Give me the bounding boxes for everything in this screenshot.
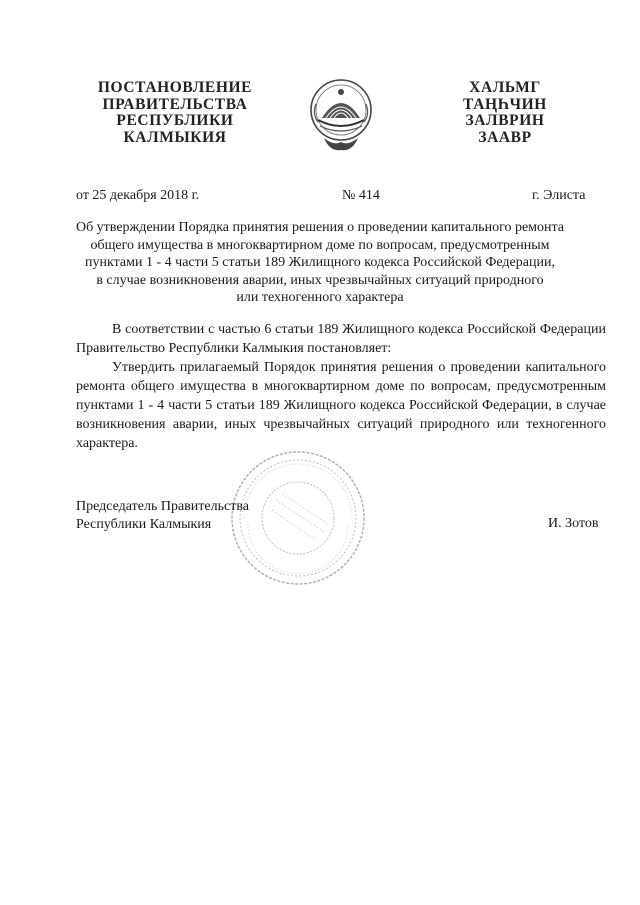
title-line: пунктами 1 - 4 части 5 статьи 189 Жилищного кодекса Российской Федерации,	[85, 255, 555, 270]
header-line: КАЛМЫКИЯ	[123, 128, 227, 146]
title-line: Об утверждении Порядка принятия решения о проведении капитального ремонта	[75, 220, 565, 235]
header-right-kalmyk	[430, 80, 580, 146]
coat-of-arms-icon	[308, 74, 374, 156]
signatory-name: И. Зотов	[548, 516, 599, 531]
document-number: № 414	[342, 188, 380, 203]
title-line: в случае возникновения аварии, иных чрезвычайных ситуаций природного	[96, 272, 544, 288]
document-body	[76, 320, 606, 453]
title-line: общего имущества в многоквартирном доме по вопросам, предусмотренным	[90, 237, 550, 253]
header-line: РЕСПУБЛИКИ	[116, 112, 234, 129]
header-left-ru	[80, 80, 270, 146]
official-stamp-icon	[228, 448, 368, 588]
header-line: ПОСТАНОВЛЕНИЕ	[97, 79, 253, 96]
header-line: ПРАВИТЕЛЬСТВА	[102, 95, 248, 113]
title-line: или техногенного характера	[236, 290, 404, 305]
body-paragraph: В соответствии с частью 6 статьи 189 Жилищного кодекса Российской Федерации Правительство Республики Калмыкия постановляет:	[76, 322, 606, 356]
header-line: ЗАЛВРИН	[465, 112, 545, 129]
signatory-title	[76, 498, 249, 534]
signatory-title-line: Председатель Правительства	[76, 499, 249, 514]
signatory-title-line: Республики Калмыкия	[76, 517, 212, 532]
header-line: ТАҢҺЧИН	[463, 95, 547, 113]
document-city: г. Элиста	[532, 188, 586, 203]
header-line: ХАЛЬМГ	[469, 79, 541, 96]
document-date: от 25 декабря 2018 г.	[76, 188, 200, 203]
document-title	[60, 219, 580, 307]
body-paragraph: Утвердить прилагаемый Порядок принятия решения о проведении капитального ремонта общего имущества в многоквартирном доме по вопросам, предусмотренным пунктами 1 - 4 части 5 статьи 189 Жилищного кодекса Российской Федерации, в случае возникновения аварии, иных чрезвычайных ситуаций природного или техногенного характера.	[76, 360, 606, 451]
header-line: ЗААВР	[478, 128, 532, 146]
